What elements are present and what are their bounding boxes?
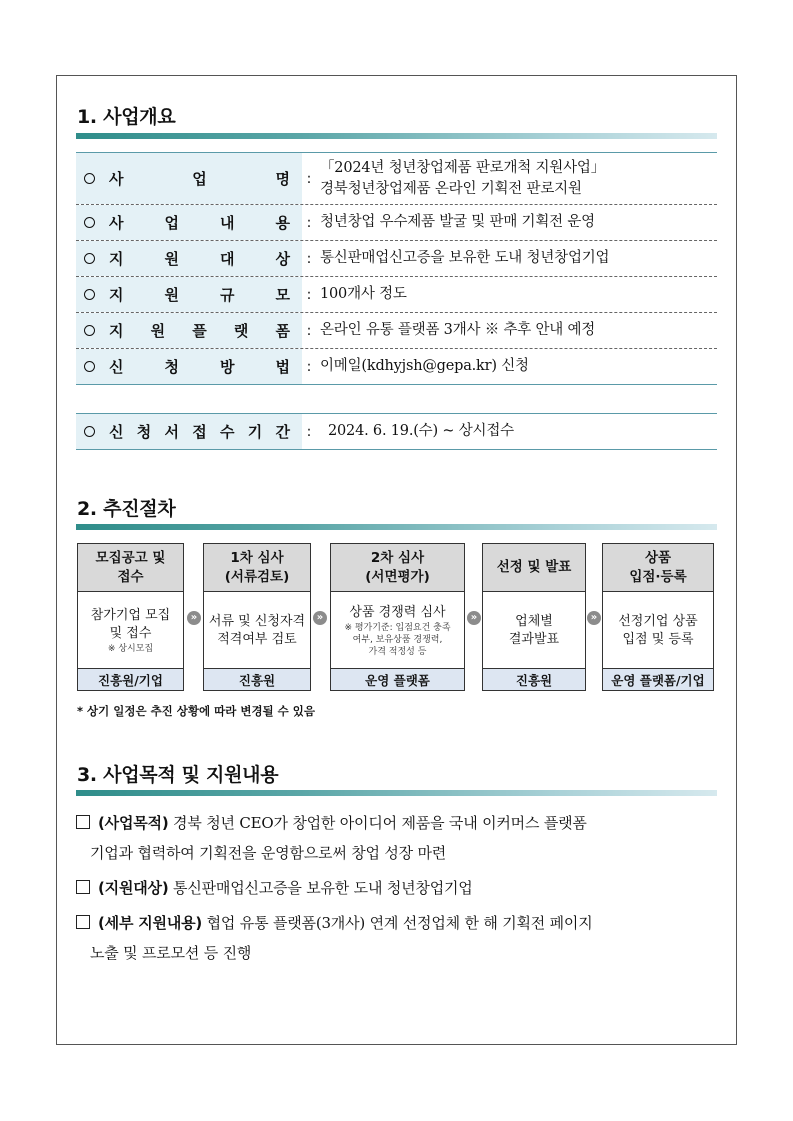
circle-bullet-icon [84,289,95,300]
step-head: 선정 및 발표 [496,559,572,575]
step-owner: 진흥원 [204,668,310,690]
list-item [76,873,721,903]
step-owner: 진흥원/기업 [78,668,183,690]
process-step [482,543,586,691]
step-body: 적격여부 검토 [217,631,297,647]
process-step [602,543,714,691]
item-tag: (사업목적) [98,814,169,832]
item-text: 통신판매업신고증을 보유한 도내 청년창업기업 [168,879,473,897]
section1-title: 1. 사업개요 [77,106,176,128]
process-step [330,543,465,691]
step-body: 결과발표 [508,631,560,647]
section3-title: 3. 사업목적 및 지원내용 [77,764,279,786]
info-row-scale: 지 원 규 모 : 100개사 정도 [76,277,717,312]
step-head: (서류검토) [224,568,290,585]
info-row-business-name: 사 업 명 : 「2024년 청년창업제품 판로개척 지원사업」 경북청년창업제품 온라인 기획전 판로지원 [76,153,717,204]
step-body: 참가기업 모집 [90,607,171,623]
step-head: (서면평가) [365,568,430,585]
step-head: 1차 심사 [230,549,284,566]
circle-bullet-icon [84,426,95,437]
row-label: 지 원 대 상 [109,250,290,268]
item-text: 경북 청년 CEO가 창업한 아이디어 제품을 국내 이커머스 플랫폼 [168,814,587,832]
item-text: 협업 유통 플랫폼(3개사) 연계 선정업체 한 해 기획전 페이지 [202,914,593,932]
row-value-line1: 「2024년 청년창업제품 판로개척 지원사업」 [320,159,606,176]
step-body: 업체별 [515,613,553,629]
step-head: 입점·등록 [629,568,687,585]
checkbox-square-icon [76,815,90,829]
step-owner: 운영 플랫폼 [331,668,464,690]
row-value: 이메일(kdhyjsh@gepa.kr) 신청 [320,358,529,374]
row-value: 청년창업 우수제품 발굴 및 판매 기획전 운영 [320,214,595,230]
chevron-right-icon: » [313,611,327,625]
row-label: 사 업 명 [109,170,290,188]
circle-bullet-icon [84,325,95,336]
step-note: 가격 적정성 등 [368,646,427,657]
info-row-period: 신 청 서 접 수 기 간 : 2024. 6. 19.(수) ~ 상시접수 [76,414,717,449]
list-item [76,908,721,968]
info-row-platform: 지 원 플 랫 폼 : 온라인 유통 플랫폼 3개사 ※ 추후 안내 예정 [76,313,717,348]
item-tag: (세부 지원내용) [98,914,203,932]
step-owner: 진흥원 [483,668,585,690]
period-bottom-border [76,449,717,450]
circle-bullet-icon [84,253,95,264]
section2-underline [76,524,717,530]
checkbox-square-icon [76,915,90,929]
item-text-continued: 기업과 협력하여 기획전을 운영함으로써 창업 성장 마련 [90,844,447,862]
chevron-right-icon: » [587,611,601,625]
step-body: 입점 및 등록 [622,631,694,647]
step-head: 모집공고 및 [95,549,166,566]
section2-title: 2. 추진절차 [77,498,176,520]
circle-bullet-icon [84,361,95,372]
schedule-footnote: * 상기 일정은 추진 상황에 따라 변경될 수 있음 [77,704,316,718]
list-item [76,808,721,868]
step-note: 여부, 보유상품 경쟁력, [352,634,443,645]
circle-bullet-icon [84,217,95,228]
step-head: 접수 [117,568,144,585]
checkbox-square-icon [76,880,90,894]
info-row-method: 신 청 방 법 : 이메일(kdhyjsh@gepa.kr) 신청 [76,349,717,384]
circle-bullet-icon [84,173,95,184]
step-body: 상품 경쟁력 심사 [349,604,446,620]
row-label: 사 업 내 용 [109,214,290,232]
step-head: 2차 심사 [370,549,425,566]
row-value: 2024. 6. 19.(수) ~ 상시접수 [328,423,514,439]
row-label: 지 원 플 랫 폼 [109,322,290,340]
info-row-target: 지 원 대 상 : 통신판매업신고증을 보유한 도내 청년창업기업 [76,241,717,276]
row-label: 지 원 규 모 [109,286,290,304]
item-tag: (지원대상) [98,879,169,897]
info-row-business-content: 사 업 내 용 : 청년창업 우수제품 발굴 및 판매 기획전 운영 [76,205,717,240]
section3-underline [76,790,717,796]
section1-underline [76,133,717,139]
row-value: 100개사 정도 [320,286,407,302]
step-note: ※ 상시모집 [107,643,154,654]
step-body: 및 접수 [109,625,152,641]
step-note: ※ 평가기준: 입점요건 충족 [344,622,451,633]
row-label: 신 청 서 접 수 기 간 [109,423,290,441]
chevron-right-icon: » [467,611,481,625]
step-owner: 운영 플랫폼/기업 [603,668,713,690]
process-step [203,543,311,691]
step-body: 서류 및 신청자격 [208,613,306,629]
row-value-line2: 경북청년창업제품 온라인 기획전 판로지원 [320,180,582,197]
process-step [77,543,184,691]
row-label: 신 청 방 법 [109,358,290,376]
step-body: 선정기업 상품 [618,613,698,629]
row-value: 통신판매업신고증을 보유한 도내 청년창업기업 [320,250,610,266]
row-value: 온라인 유통 플랫폼 3개사 ※ 추후 안내 예정 [320,322,596,338]
chevron-right-icon: » [187,611,201,625]
item-text-continued: 노출 및 프로모션 등 진행 [90,944,252,962]
step-head: 상품 [644,549,672,566]
table-bottom-border [76,384,717,385]
